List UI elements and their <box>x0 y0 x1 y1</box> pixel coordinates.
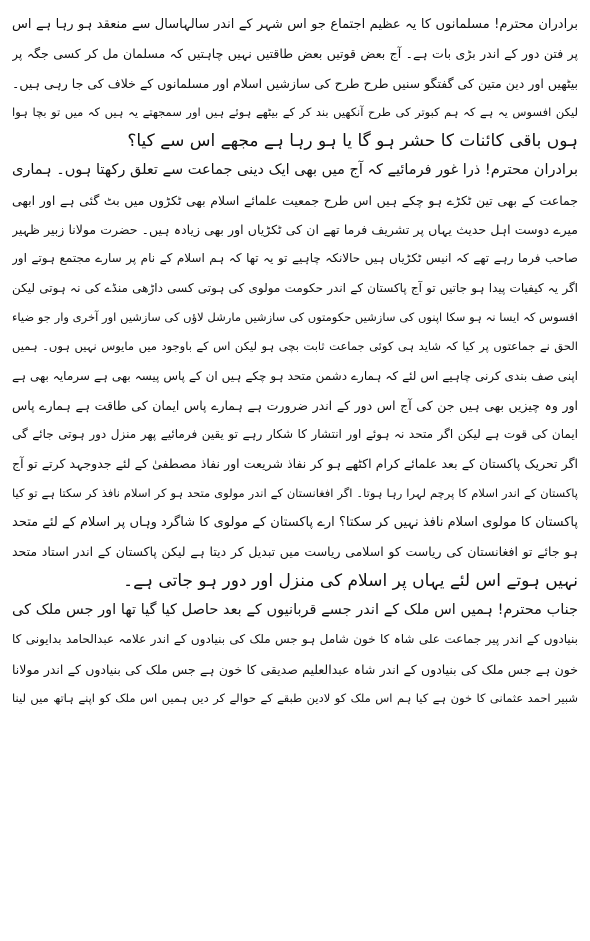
text-line: ہو جائے تو افغانستان کی ریاست کو اسلامی ریاست میں تبدیل کر دیتا ہے لیکن پاکستان کے اندر استاد متحد <box>12 544 578 560</box>
text-line: جناب محترم! ہمیں اس ملک کے اندر جسے قربانیوں کے بعد حاصل کیا گیا تھا اور جس ملک کی <box>12 601 578 618</box>
text-line: اگر تحریک پاکستان کے بعد علمائے کرام اکٹھے ہو کر نفاذ شریعت اور نفاذ مصطفیٰ کے لئے جدوجہد کرتے تو آج <box>12 456 578 472</box>
text-line: افسوس کہ ایسا نہ ہو سکا اپنوں کی سازشیں حکومتوں کی سازشیں مارشل لاؤں کی سازشیں اور آخری وار جو ضیاء <box>12 309 578 324</box>
text-line: خون ہے جس ملک کی بنیادوں کے اندر شاہ عبدالعلیم صدیقی کا خون ہے جس ملک کی بنیادوں کے اندر مولانا <box>12 661 578 677</box>
text-line: اگر یہ کیفیات پیدا ہو جاتیں تو آج پاکستان کے اندر حکومت مولوی کی ہوتی کسی داڑھی منڈے کی نہ ہوتی لیکن <box>12 280 578 295</box>
paragraph-end-line: نہیں ہوتے اس لئے یہاں پر اسلام کی منزل اور دور ہو جاتی ہے۔ <box>123 570 578 591</box>
text-line: پاکستان کا مولوی اسلام نافذ نہیں کر سکتا؟ ارے پاکستان کے مولوی کا شاگرد وہاں پر اسلام کے لئے متحد <box>12 515 578 531</box>
text-line: برادران محترم! ذرا غور فرمائیے کہ آج میں بھی ایک دینی جماعت سے تعلق رکھتا ہوں۔ ہماری <box>12 162 578 179</box>
text-line: الحق نے جماعتوں پر کیا کہ شاید ہی کوئی جماعت ثابت بچی ہو لیکن اس کے باوجود میں مایوس نہیں ہوں۔ ہمیں <box>12 339 578 354</box>
text-line: لیکن افسوس یہ ہے کہ ہم کبوتر کی طرح آنکھیں بند کر کے بیٹھے ہوئے ہیں اور سمجھتے یہ ہیں کہ میں تو بچا ہوا <box>12 104 578 119</box>
text-line: پاکستان کے اندر اسلام کا پرچم لہرا رہا ہوتا۔ اگر افغانستان کے اندر مولوی متحد ہو کر اسلام نافذ کر سکتا ہے تو کیا <box>12 485 578 500</box>
text-line: بیٹھیں اور دین متین کی گفتگو سنیں طرح طرح کی سازشیں اسلام اور مسلمانوں کے خلاف کی جا رہی ہیں۔ <box>12 75 578 91</box>
paragraph-end-line: ہوں باقی کائنات کا حشر ہو گا یا ہو رہا ہے مجھے اس سے کیا؟ <box>127 131 578 152</box>
text-line: صاحب فرما رہے تھے کہ انیس ٹکڑیاں ہیں حالانکہ چاہیے تو یہ تھا کہ ہم اسلام کے نام پر سارے مجتمع ہوتے اور <box>12 251 578 266</box>
text-line: اپنی صف بندی کرنی چاہیے اس لئے کہ ہمارے دشمن متحد ہو چکے ہیں ان کے پاس پیسہ بھی ہے سرمایہ بھی ہے <box>12 368 578 383</box>
text-line: جماعت کے بھی تین ٹکڑے ہو چکے ہیں اس طرح جمعیت علمائے اسلام بھی ٹکڑوں میں بٹ گئی ہے اور ابھی <box>12 192 578 208</box>
text-line: اور وہ چیزیں بھی ہیں جن کی آج اس دور کے اندر ضرورت ہے ہمارے پاس ایمان کی طاقت ہے ہمارے پاس <box>12 397 578 413</box>
text-line: پر فتن دور کے اندر بڑی بات ہے۔ آج بعض قوتیں بعض طاقتیں نہیں چاہتیں کہ مسلمان مل کر کسی جگہ پر <box>12 46 578 62</box>
text-line: ایمان کی قوت ہے لیکن اگر متحد نہ ہوئے اور انتشار کا شکار رہے تو یقین فرمائیے پھر منزل دور ہوتی جائے گی <box>12 427 578 442</box>
text-line: میرے دوست اہل حدیث یہاں پر تشریف فرما تھے ان کی ٹکڑیاں اور بھی زیادہ ہیں۔ حضرت مولانا زبیر ظہیر <box>12 222 578 238</box>
text-line: بنیادوں کے اندر پیر جماعت علی شاہ کا خون شامل ہو جس ملک کی بنیادوں کے اندر علامہ عبدالحامد بدایونی کا <box>12 632 578 647</box>
text-line: برادران محترم! مسلمانوں کا یہ عظیم اجتماع جو اس شہر کے اندر سالہاسال سے منعقد ہو رہا ہے اس <box>12 17 578 32</box>
text-line: شبیر احمد عثمانی کا خون ہے کیا ہم اس ملک کو لادین طبقے کے حوالے کر دیں ہمیں اس ملک کو اپنے ہاتھ میں لینا <box>12 690 578 705</box>
